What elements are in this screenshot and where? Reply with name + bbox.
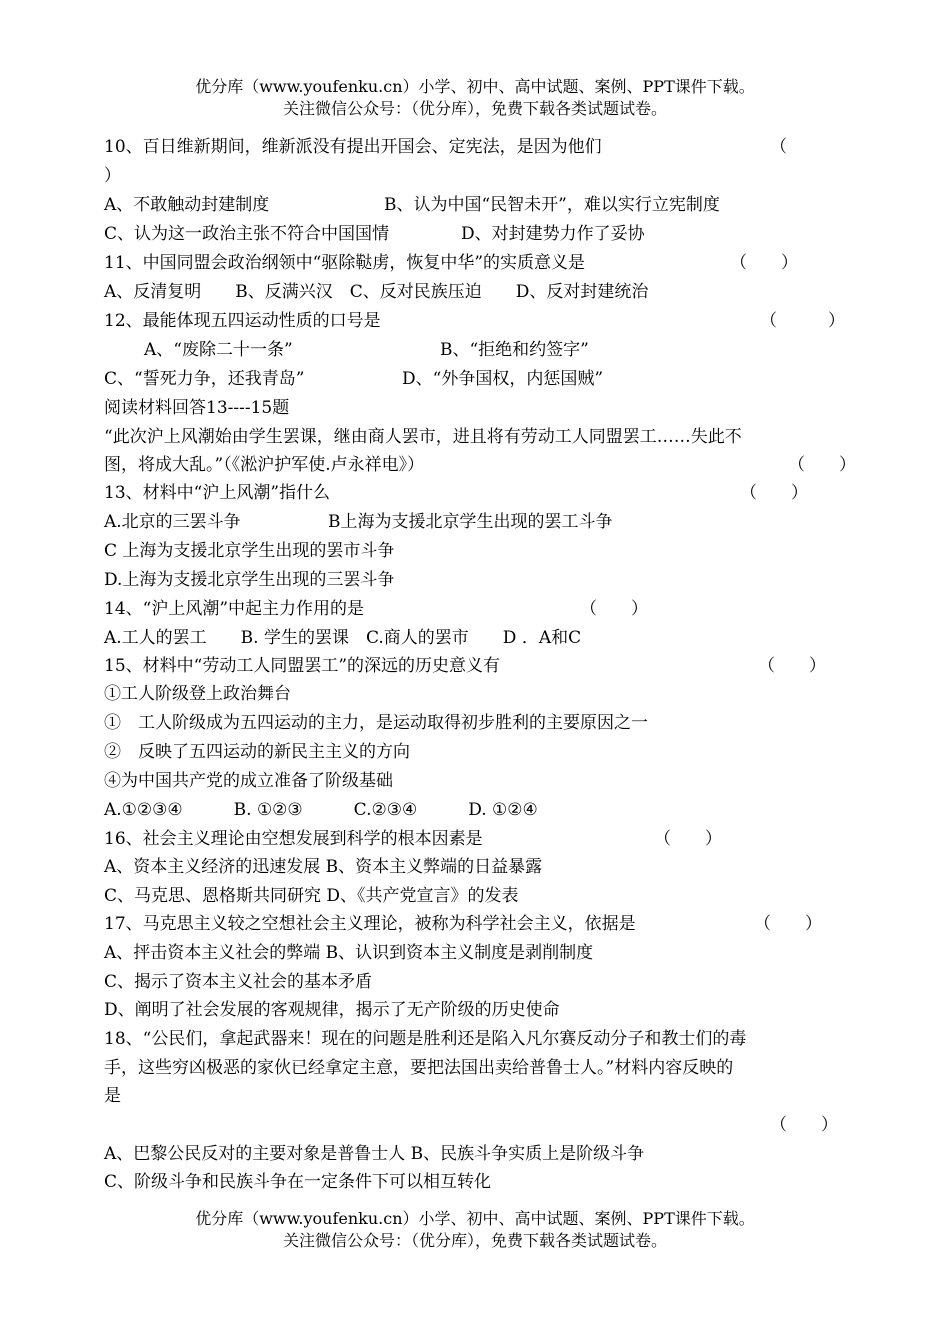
q16-stem: 16、社会主义理论由空想发展到科学的根本因素是 (104, 829, 483, 849)
q18-answer-paren: （ ） (770, 1115, 838, 1135)
q15-stem: 15、材料中“劳动工人同盟罢工”的深远的历史意义有 (104, 656, 501, 676)
q12-option-d: D、“外争国权，内惩国贼” (402, 369, 604, 389)
q15-answer-paren: （ ） (758, 656, 826, 676)
q18-stem-2: 手，这些穷凶极恶的家伙已经拿定主意，要把法国出卖给普鲁士人。”材料内容反映的 (104, 1058, 734, 1078)
q10-option-d: D、对封建势力作了妥协 (461, 224, 645, 244)
q15-item-3: ② 反映了五四运动的新民主主义的方向 (104, 742, 410, 762)
page-footer (0, 1208, 950, 1252)
q12-stem: 12、最能体现五四运动性质的口号是 (104, 311, 381, 331)
q15-item-4: ④为中国共产党的成立准备了阶级基础 (104, 771, 393, 791)
q12-option-a: A、“废除二十一条” (144, 340, 293, 360)
q16-options-ab: A、资本主义经济的迅速发展 B、资本主义弊端的日益暴露 (104, 857, 543, 877)
q10-option-b: B、认为中国“民智未开”，难以实行立宪制度 (384, 195, 720, 215)
material-answer-paren: （ ） (788, 455, 856, 475)
q16-options-cd: C、马克思、恩格斯共同研究 D、《共产党宣言》的发表 (104, 886, 519, 906)
q13-option-a: A.北京的三罢斗争 (104, 512, 241, 532)
q14-options: A.工人的罢工 B. 学生的罢课 C.商人的罢市 D ．A和C (104, 628, 582, 648)
q15-options: A.①②③④ B. ①②③ C.②③④ D. ①②④ (104, 800, 538, 820)
q13-option-c: C 上海为支援北京学生出现的罢市斗争 (104, 541, 395, 561)
q12-option-c: C、“誓死力争，还我青岛” (104, 369, 305, 389)
q13-option-b: B上海为支援北京学生出现的罢工斗争 (328, 512, 613, 532)
q13-answer-paren: （ ） (740, 483, 808, 503)
q16-answer-paren: （ ） (654, 829, 722, 849)
q17-answer-paren: （ ） (754, 914, 822, 934)
q11-stem: 11、中国同盟会政治纲领中“驱除鞑虏，恢复中华”的实质意义是 (104, 253, 586, 273)
q17-option-d: D、阐明了社会发展的客观规律，揭示了无产阶级的历史使命 (104, 1000, 560, 1020)
q18-option-c: C、阶级斗争和民族斗争在一定条件下可以相互转化 (104, 1172, 492, 1192)
q10-stem: 10、百日维新期间，维新派没有提出开国会、定宪法，是因为他们 (104, 137, 602, 157)
q14-stem: 14、“沪上风潮”中起主力作用的是 (104, 599, 365, 619)
q18-stem-1: 18、“公民们，拿起武器来！现在的问题是胜利还是陷入凡尔赛反动分子和教士们的毒 (104, 1029, 747, 1049)
q14-answer-paren: （ ） (580, 599, 648, 619)
q18-options-ab: A、巴黎公民反对的主要对象是普鲁士人 B、民族斗争实质上是阶级斗争 (104, 1144, 645, 1164)
q15-item-1: ①工人阶级登上政治舞台 (104, 684, 291, 704)
q11-answer-paren: （ ） (730, 253, 798, 273)
q17-option-c: C、揭示了资本主义社会的基本矛盾 (104, 972, 373, 992)
q12-answer-paren: （ ） (760, 311, 845, 331)
header-line-1: 优分库（www.youfenku.cn）小学、初中、高中试题、案例、PPT课件下载。 (195, 77, 755, 96)
q10-paren-close: ） (104, 166, 121, 186)
q10-option-c: C、认为这一政治主张不符合中国国情 (104, 224, 390, 244)
footer-line-2: 关注微信公众号：（优分库），免费下载各类试题试卷。 (282, 1231, 667, 1250)
q18-stem-3: 是 (104, 1086, 121, 1106)
q17-options-ab: A、抨击资本主义社会的弊端 B、认识到资本主义制度是剥削制度 (104, 943, 594, 963)
footer-line-1: 优分库（www.youfenku.cn）小学、初中、高中试题、案例、PPT课件下载。 (195, 1209, 755, 1228)
header-line-2: 关注微信公众号：（优分库），免费下载各类试题试卷。 (282, 99, 667, 118)
material-text-1: “此次沪上风潮始由学生罢课，继由商人罢市，进且将有劳动工人同盟罢工……失此不 (104, 427, 742, 447)
page-header (0, 76, 950, 120)
q11-options: A、反清复明 B、反满兴汉 C、反对民族压迫 D、反对封建统治 (104, 282, 649, 302)
q10-option-a: A、不敢触动封建制度 (104, 195, 270, 215)
q17-stem: 17、马克思主义较之空想社会主义理论，被称为科学社会主义，依据是 (104, 914, 636, 934)
material-text-2: 图，将成大乱。”（《淞沪护军使.卢永祥电》） (104, 455, 425, 475)
q10-paren-open: （ (770, 137, 787, 157)
q13-option-d: D.上海为支援北京学生出现的三罢斗争 (104, 570, 395, 590)
q13-stem: 13、材料中“沪上风潮”指什么 (104, 483, 331, 503)
material-intro: 阅读材料回答13----15题 (104, 398, 290, 418)
q12-option-b: B、“拒绝和约签字” (440, 340, 589, 360)
q15-item-2: ① 工人阶级成为五四运动的主力，是运动取得初步胜利的主要原因之一 (104, 713, 648, 733)
